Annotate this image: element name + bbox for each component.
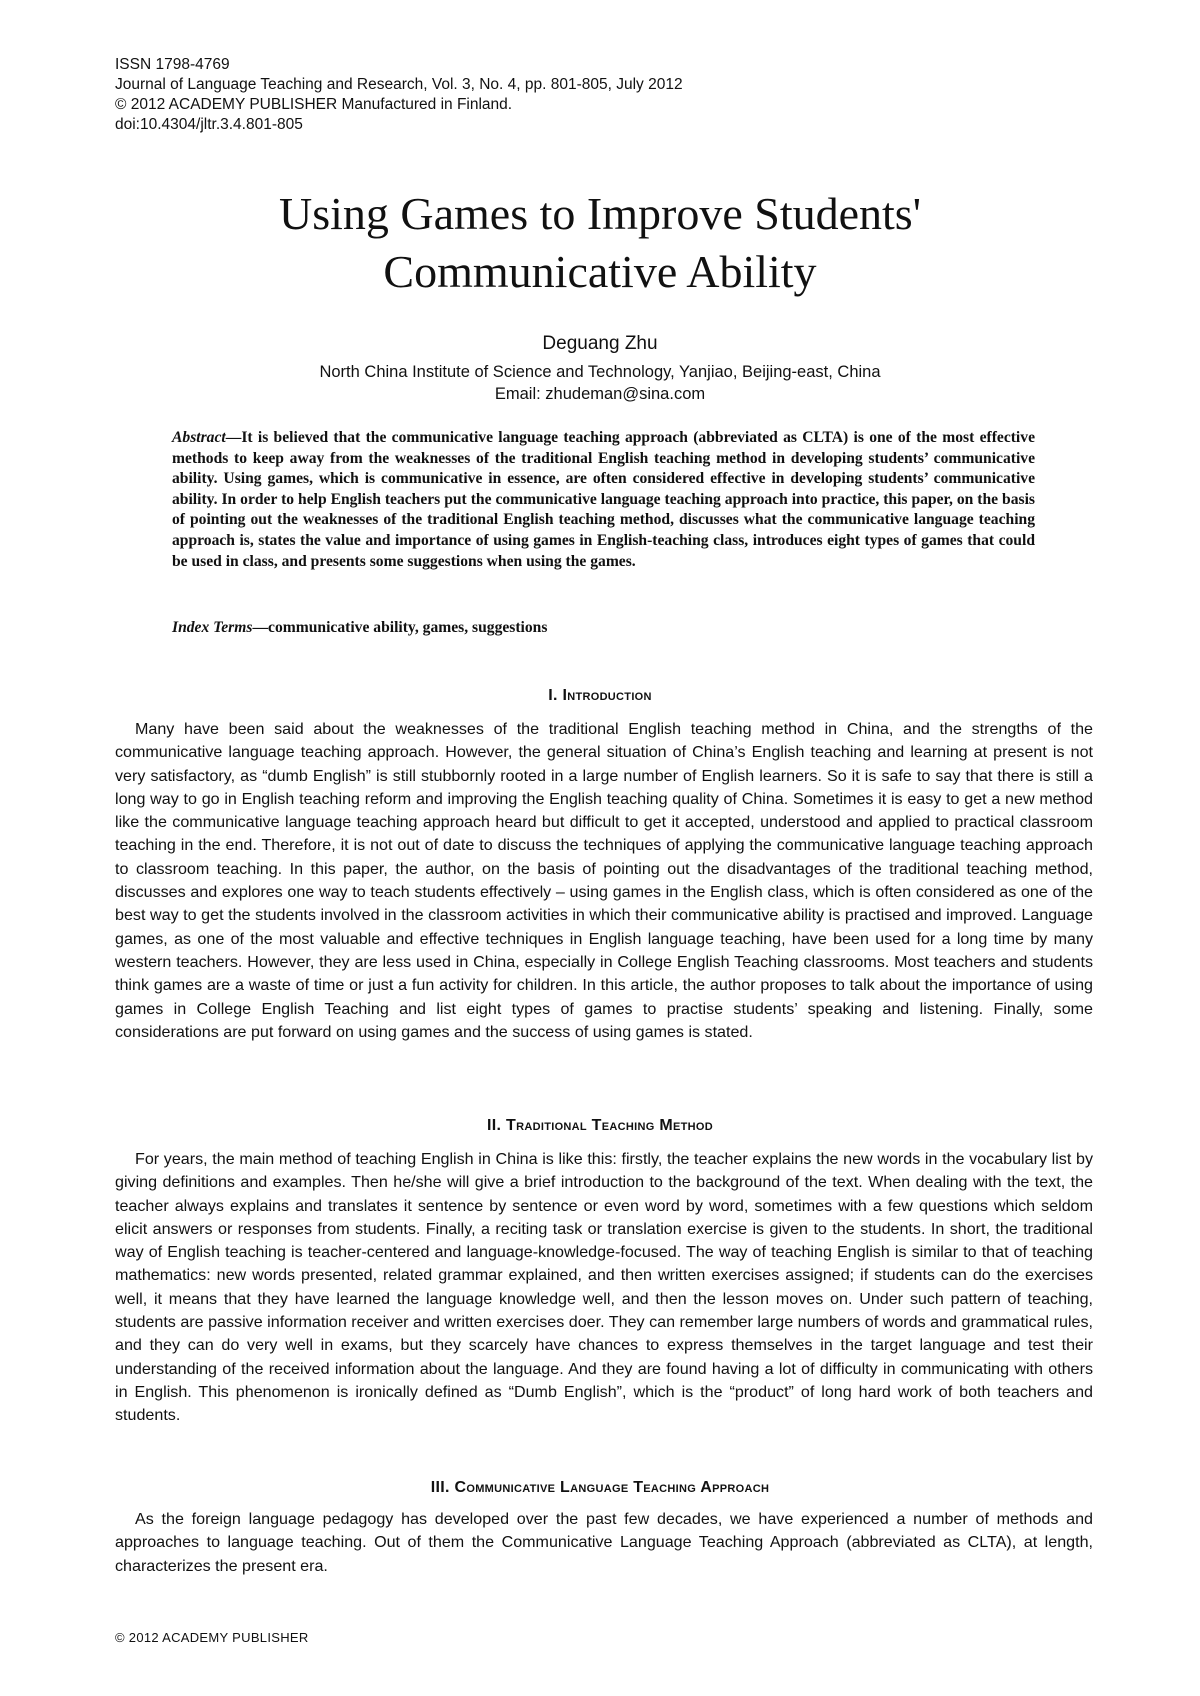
- index-terms: [172, 618, 1035, 638]
- title-line-1: Using Games to Improve Students': [278, 188, 921, 239]
- title-line-2: Communicative Ability: [383, 246, 817, 297]
- author-affiliation: [0, 361, 1200, 405]
- index-terms-text: —communicative ability, games, suggestions: [252, 619, 548, 636]
- paper-title: [0, 185, 1200, 301]
- abstract-text: —It is believed that the communicative language teaching approach (abbreviated as CLTA) is one of the most effective methods to keep away from the weaknesses of the traditional English teaching method in developing students’ communicative ability. Using games, which is communicative in essence, are often considered effective in developing students’ communicative ability. In order to help English teachers put the communicative language teaching approach into practice, this paper, on the basis of pointing out the weaknesses of the traditional English teaching method, discusses what the communicative language teaching approach is, states the value and importance of using games in English-teaching class, introduces eight types of games that could be used in class, and presents some suggestions when using the games.: [172, 429, 1035, 570]
- doi-line: doi:10.4304/jltr.3.4.801-805: [115, 116, 303, 133]
- section-heading-introduction: I. Introduction: [548, 687, 652, 704]
- affiliation-line: North China Institute of Science and Technology, Yanjiao, Beijing-east, China: [319, 363, 881, 381]
- index-terms-label: Index Terms: [172, 619, 253, 636]
- section-paragraph-traditional-method: For years, the main method of teaching English in China is like this: firstly, the teacher explains the new words in the vocabulary list by giving definitions and examples. Then he/she will give a brief introduction to the background of the text. When dealing with the text, the teacher always explains and translates it sentence by sentence or even word by word, sometimes with a few questions which seldom elicit answers or responses from students. Finally, a reciting task or translation exercise is given to the students. In short, the traditional way of English teaching is teacher-centered and language-knowledge-focused. The way of teaching English is similar to that of teaching mathematics: new words presented, related grammar explained, and then written exercises assigned; if students can do the exercises well, it means that they have learned the language knowledge well, and then the lesson moves on. Under such pattern of teaching, students are passive information receiver and written exercises doer. They can remember large numbers of words and grammatical rules, and they can do very well in exams, but they scarcely have chances to express themselves in the target language and test their understanding of the received information about the language. And they are found having a lot of difficulty in communicating with others in English. This phenomenon is ironically defined as “Dumb English”, which is the “product” of long hard work of both teachers and students.: [115, 1150, 1093, 1425]
- journal-citation: Journal of Language Teaching and Research, Vol. 3, No. 4, pp. 801-805, July 2012: [115, 76, 683, 93]
- section-heading-traditional-method: II. Traditional Teaching Method: [487, 1117, 713, 1134]
- section-paragraph-introduction: Many have been said about the weaknesses of the traditional English teaching method in China, and the strengths of the communicative language teaching approach. However, the general situation of China’s English teaching and learning at present is not very satisfactory, as “dumb English” is still stubbornly rooted in a large number of English learners. So it is safe to say that there is still a long way to go in English teaching reform and improving the English teaching quality of China. Sometimes it is easy to get a new method like the communicative language teaching approach heard but difficult to get it accepted, understood and applied to practical classroom teaching in the end. Therefore, it is not out of date to discuss the techniques of applying the communicative language teaching approach to classroom teaching. In this paper, the author, on the basis of pointing out the disadvantages of the traditional teaching method, discusses and explores one way to teach students effectively – using games in the English class, which is often considered as one of the best way to get the students involved in the classroom activities in which their communicative ability is practised and improved. Language games, as one of the most valuable and effective techniques in English language teaching, have been used for a long time by many western teachers. However, they are less used in China, especially in College English Teaching classrooms. Most teachers and students think games are a waste of time or just a fun activity for children. In this article, the author proposes to talk about the importance of using games in College English Teaching and list eight types of games to practise students’ speaking and listening. Finally, some considerations are put forward on using games and the success of using games is stated.: [115, 720, 1093, 1041]
- section-heading-clta: III. Communicative Language Teaching Approach: [430, 1479, 770, 1496]
- section-paragraph-clta: As the foreign language pedagogy has developed over the past few decades, we have experienced a number of methods and approaches to language teaching. Out of them the Communicative Language Teaching Approach (abbreviated as CLTA), at length, characterizes the present era.: [115, 1510, 1093, 1575]
- author-email: Email: zhudeman@sina.com: [494, 385, 706, 403]
- journal-header: [115, 55, 683, 135]
- author-name: Deguang Zhu: [542, 333, 658, 354]
- abstract-label: Abstract: [172, 429, 226, 446]
- copyright-line: © 2012 ACADEMY PUBLISHER Manufactured in Finland.: [115, 96, 513, 113]
- issn-line: ISSN 1798-4769: [115, 56, 230, 73]
- page-footer: © 2012 ACADEMY PUBLISHER: [115, 1630, 309, 1645]
- abstract: [172, 428, 1035, 572]
